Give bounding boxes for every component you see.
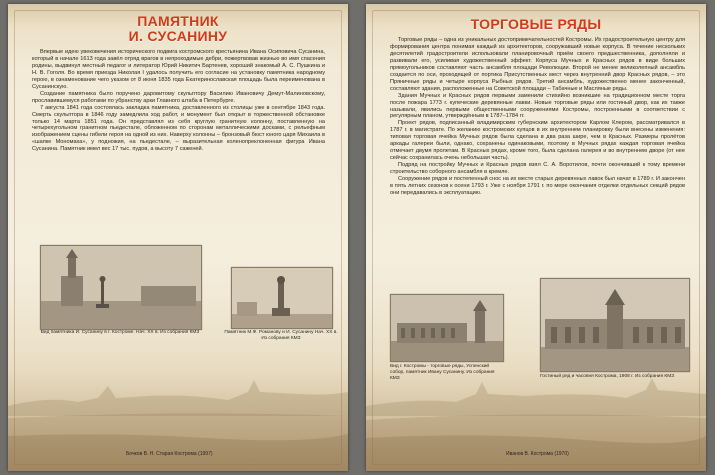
paragraph: Здания Мучных и Красных рядов первыми заменили стихийно возникшие на традиционном месте торга после пожара 1773 г. купеческие деревянные лавки. Новые торговые ряды или гостиный двор, как их также называли, явились первыми общественными сооружениями Костромы, построенными в соответствии с регулярным планом, утверждённым в 1787–1784 гг. <box>390 92 685 120</box>
paragraph: Впервые идею увековечения исторического подвига костромского крестьянина Ивана Осиповича Сусанина, который в начале 1613 года завёл отряд врагов в непроходимые дебри, пожертвовав жизнью во имя спасения родины, выдвинул местный педагог и литератор Юрий Никитич Бартенев, хороший знакомый А. С. Пушкина и Н. В. Гоголя. Во время приезда Николая I удалось получить его согласие на установку памятника народному герою, в ознаменование чего указом от 8 июня 1835 года Екатеринославская площадь была переименована в Сусанинскую. <box>32 49 325 90</box>
title-line-1: ПАМЯТНИК <box>137 13 219 29</box>
photo-trading-rows-view <box>390 294 504 362</box>
page-title <box>8 14 348 44</box>
page-title: ТОРГОВЫЕ РЯДЫ <box>470 16 602 32</box>
photo-caption: Памятник М.Ф. Романову и И. Сусанину Нач. XX в. Из собрания КМЗ <box>224 330 338 341</box>
body-text <box>390 37 685 197</box>
photo-caption: Вид г. Костромы - торговые ряды, Успенский собор, памятник Ивану Сусанину. Из собрания КМЗ <box>390 364 495 381</box>
photo-monument-view <box>40 245 202 330</box>
left-panel <box>8 4 348 471</box>
source-credit: Иванов В. Кострома (1970) <box>506 451 569 457</box>
paragraph: 7 августа 1841 года состоялась закладка памятника, доставленного из столицы уже в сентябре 1843 года. Смерть скульптора в 1846 году замедлила ход работ, и монумент был открыт в торжественной обстановке только 14 марта 1851 года. Он представлял из себя круглую гранитную колонну, поставленную на четырехугольном гранитном пьедестале, обложенном по сторонам металлическими досками, с рельефным изображением сцены гибели героя на одной из них. Наверху колонны – бронзовый бюст юного царя Михаила в «шапке Мономаха», у подножия, на пьедестале, – выразительная коленопреклоненная фигура Ивана Сусанина. Памятник имел вес 17 тыс. пудов, а высоту 7 саженей. <box>32 104 325 153</box>
paragraph: Подряд на постройку Мучных и Красных рядов взял С. А. Воротилов, почти окончивший к тому времени строительство соборного ансамбля в кремле. <box>390 162 685 176</box>
paragraph: Создание памятника было поручено даровитому скульптору Василию Ивановичу Демут-Малиновскому, прославившемуся работами по убранству арки Главного штаба в Петербурге. <box>32 90 325 104</box>
paragraph: Торговые ряды – одна из уникальных достопримечательностей Костромы. Их градостроительную центру для формирования центра понимая каждый из архитекторов, сооружавший новые корпуса. В течение нескольких десятилетий градостроители использовали планировочный приём своего предшественника, дополняли и развивали его, усиливая художественный эффект. Корпуса Мучных и Красных рядов в виде больших прямоугольников составляют часть ансамбля площади Революции. Второй не менее великолепный ансамбль создается по оси, проходящей от портика Присутственных мест через внутренний двор Красных рядов, – это Пряничные ряды и четыре корпуса Рыбных рядов. Третий ансамбль, художественно менее законченный, составляют здания, расположенные на Советской площади – Табачные и Масляные ряды. <box>390 37 685 92</box>
photo-monument-closeup <box>231 267 333 329</box>
body-text <box>32 49 325 153</box>
title-line-2: И. СУСАНИНУ <box>128 28 228 44</box>
photo-caption: Вид памятника И. Сусанину в г. Костроме. Нач. XX в. Из собрания КМЗ <box>40 330 200 335</box>
paragraph: Сооружение рядов и постепенный снос на их месте старых деревянных лавок был начат в 1789 г. И закончен в пять летних сезонов к осени 1793 г. Уже с ноября 1791 г. по мере окончания отделки отдельных секций рядов они передавались в эксплуатацию. <box>390 176 685 196</box>
paragraph: Проект рядов, подписанный владимирским губернским архитектором Карлом Клером, рассматривался в 1787 г. в магистрате. По желанию костромских купцов в их внутреннем планировку были внесены изменения: типовая торговая ячейка Мучных рядов была сделана в два раза шире, чем в Красных. Размеры пролётов аркады галереи были, однако, сохранены одинаковыми, поэтому в Мучных рядах каждая торговая ячейка отмечает двумя пролетам. В Красных рядах, кроме того, была сделана галерея и во внутреннем дворе (от нее сейчас сохранилась очень небольшая часть). <box>390 120 685 162</box>
photo-trading-rows-chapel <box>540 278 690 372</box>
right-panel <box>366 4 706 471</box>
photo-caption: Гостиный ряд и часовня Кострома, 1908 г. Из собрания КМЗ <box>540 374 675 379</box>
source-credit: Бочков В. Н. Старая Кострома (1997) <box>126 451 213 457</box>
